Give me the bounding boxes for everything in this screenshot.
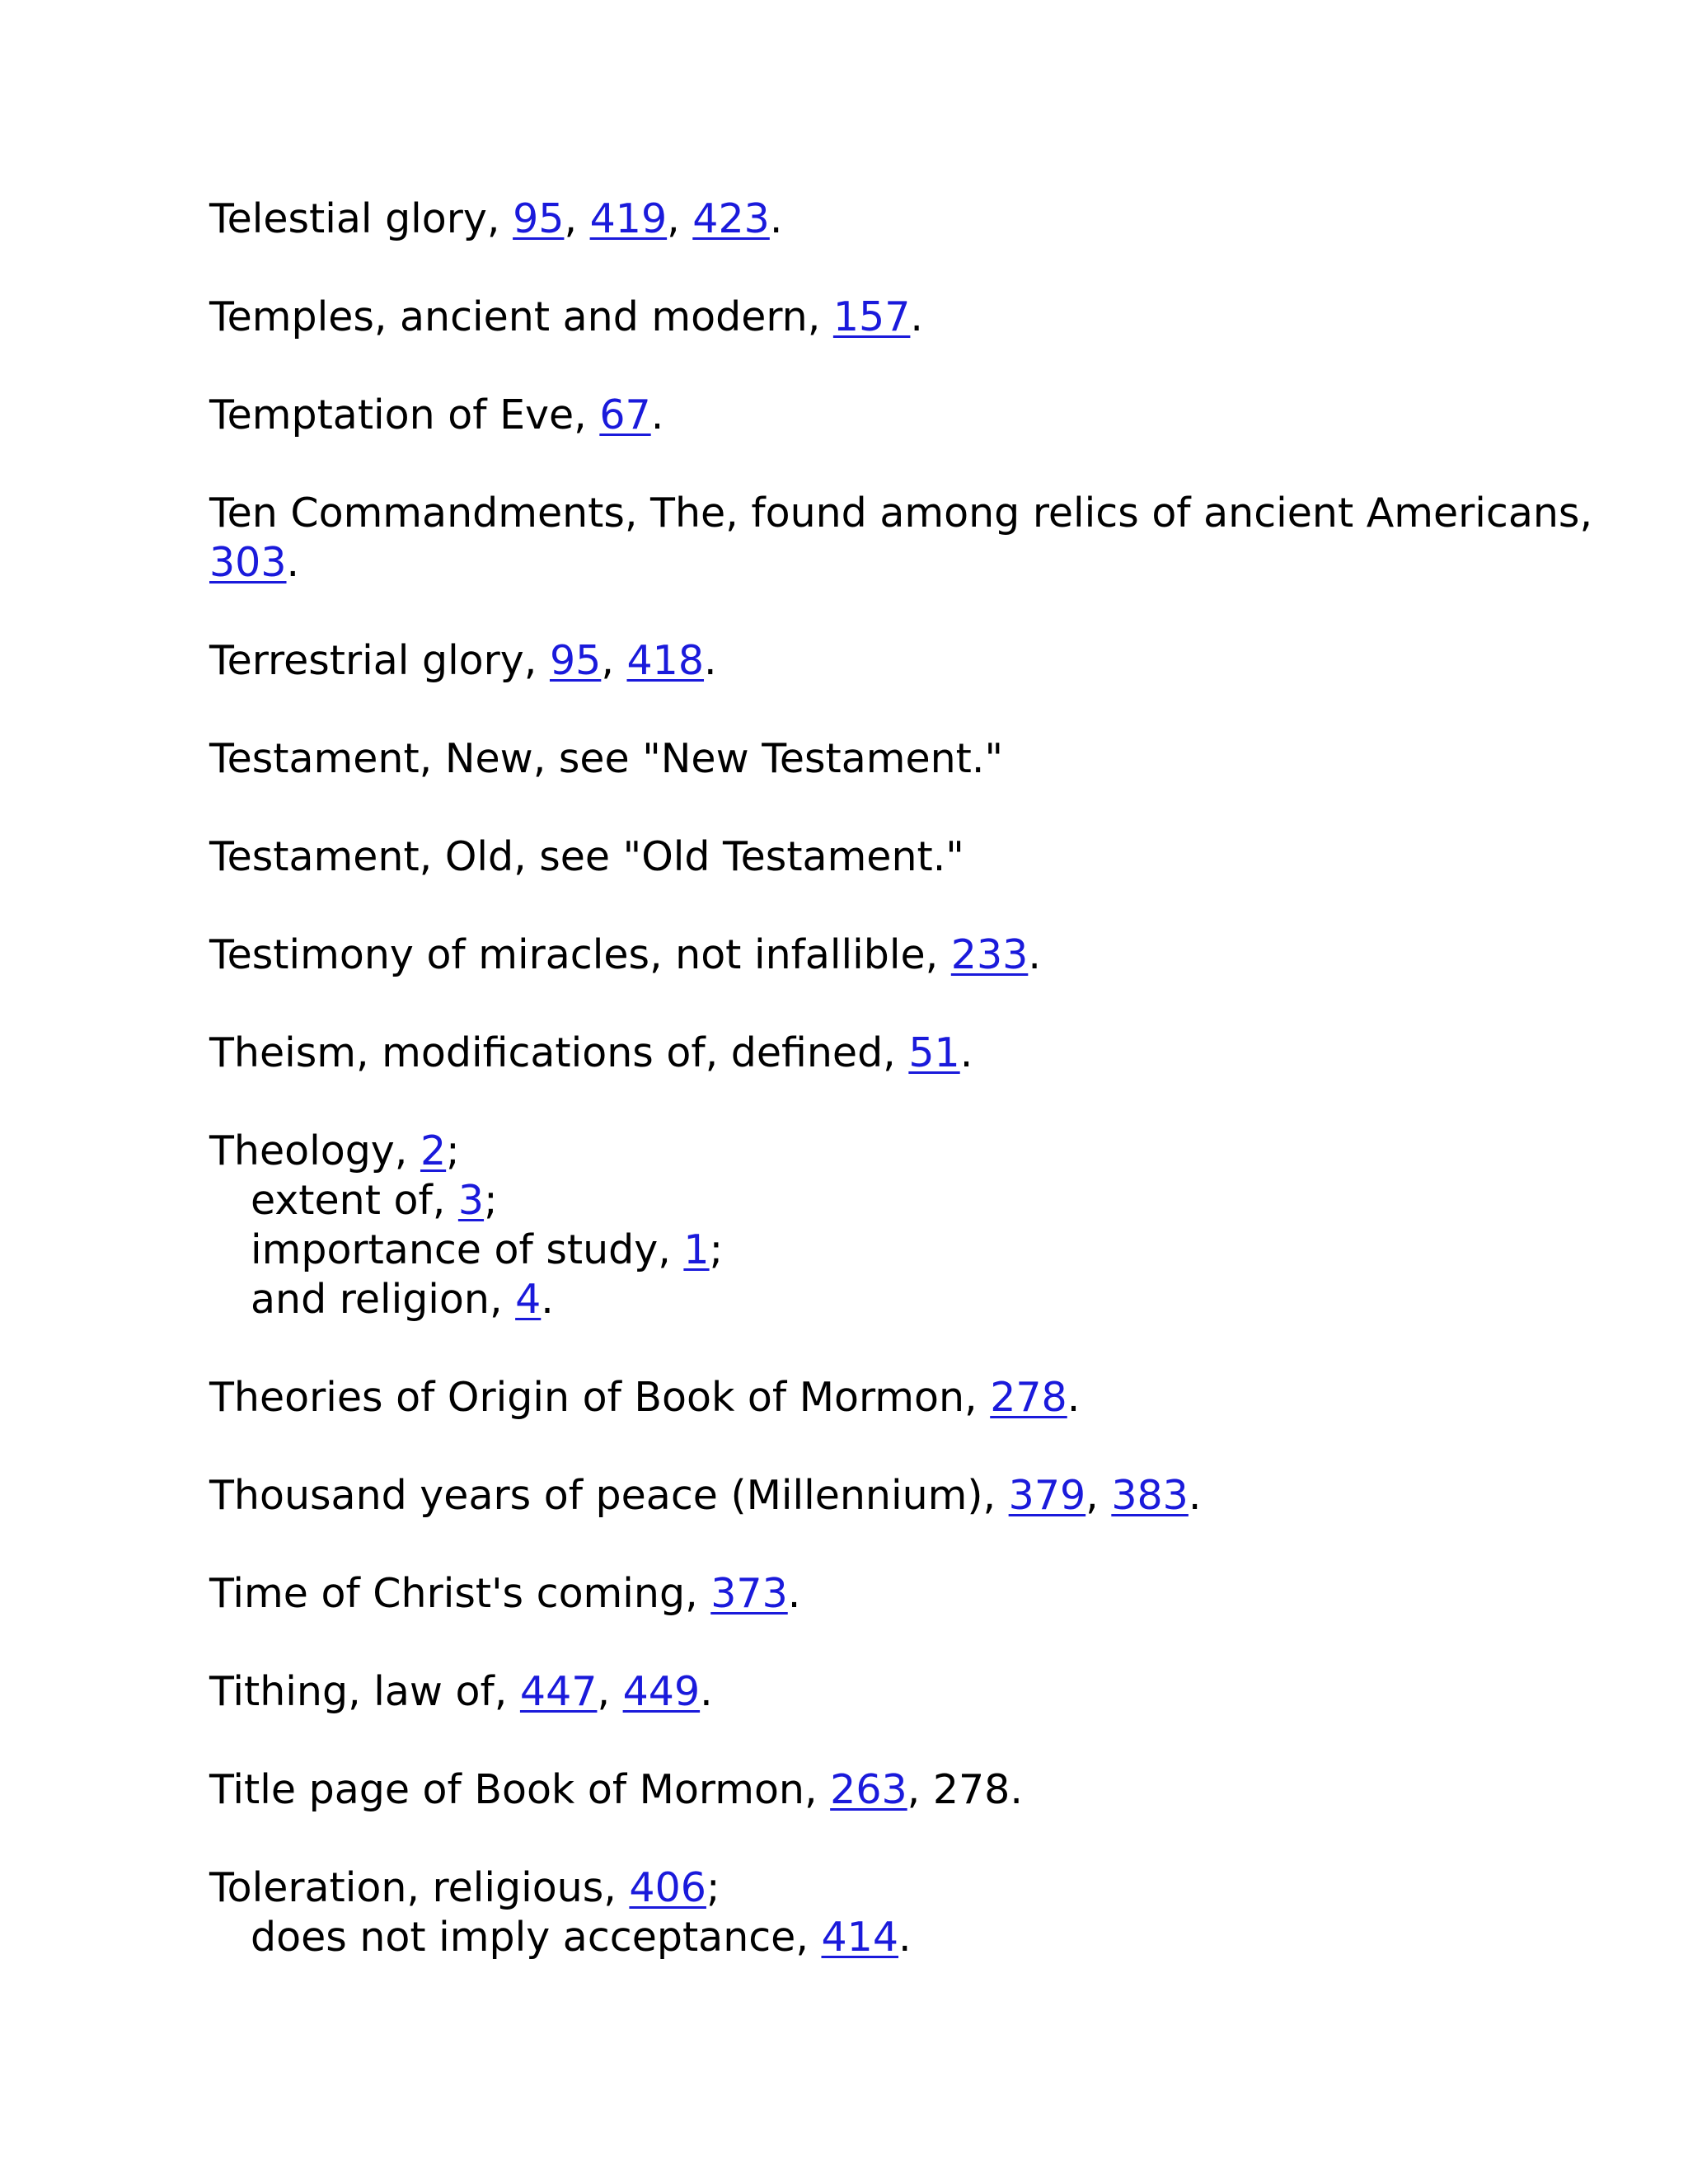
entry-text: . bbox=[1028, 931, 1041, 978]
index-entry-theism bbox=[209, 1029, 1495, 1078]
index-entry-line bbox=[209, 293, 1495, 342]
page-link[interactable]: 379 bbox=[1008, 1472, 1086, 1519]
entry-text: . bbox=[959, 1029, 973, 1076]
index-entry-line bbox=[209, 391, 1495, 440]
index-subentry-line bbox=[209, 1913, 1495, 1962]
entry-text: Testament, New, see "New Testament." bbox=[209, 735, 1004, 782]
page-link[interactable]: 278 bbox=[990, 1374, 1067, 1421]
index-subentry-line bbox=[209, 1226, 1495, 1275]
entry-text: ; bbox=[709, 1226, 724, 1273]
index-entry-line bbox=[209, 1127, 1495, 1176]
page-link[interactable]: 373 bbox=[710, 1570, 788, 1617]
index-entry-line bbox=[209, 1471, 1495, 1521]
index-entry-line bbox=[209, 930, 1495, 980]
index-entry-telestial-glory bbox=[209, 194, 1495, 244]
entry-text: . bbox=[910, 293, 923, 340]
entry-text: Ten Commandments, The, found among relics of ancient Americans, bbox=[209, 490, 1593, 537]
page-link[interactable]: 419 bbox=[589, 195, 668, 242]
page-link[interactable]: 414 bbox=[821, 1914, 899, 1961]
entry-text: Temples, ancient and modern, bbox=[209, 293, 833, 340]
page-link[interactable]: 233 bbox=[950, 931, 1029, 978]
index-entry-thousand-years bbox=[209, 1471, 1495, 1521]
entry-text: Tithing, law of, bbox=[209, 1668, 520, 1715]
entry-text: . bbox=[700, 1668, 713, 1715]
entry-text: , bbox=[667, 195, 693, 242]
entry-text: extent of, bbox=[251, 1177, 458, 1224]
entry-text: Testimony of miracles, not infallible, bbox=[209, 931, 951, 978]
index-entry-line bbox=[209, 636, 1495, 686]
index-entry-terrestrial-glory bbox=[209, 636, 1495, 686]
entry-text: , bbox=[597, 1668, 623, 1715]
page-link[interactable]: 418 bbox=[626, 637, 705, 684]
entry-text: . bbox=[1067, 1374, 1081, 1421]
entry-text: Toleration, religious, bbox=[209, 1864, 630, 1911]
index-entry-line bbox=[209, 1863, 1495, 1913]
index-page bbox=[209, 194, 1593, 2011]
index-entry-line bbox=[209, 734, 1495, 784]
index-entry-theology bbox=[209, 1127, 1495, 1324]
entry-text: Theories of Origin of Book of Mormon, bbox=[209, 1374, 991, 1421]
index-entry-line bbox=[209, 1569, 1495, 1619]
index-entry-line bbox=[209, 1373, 1495, 1422]
index-entry-line bbox=[209, 1029, 1495, 1078]
entry-text: . bbox=[769, 195, 783, 242]
index-entry-time-of-christs-coming bbox=[209, 1569, 1495, 1619]
page-link[interactable]: 3 bbox=[457, 1177, 485, 1224]
entry-text: ; bbox=[446, 1127, 460, 1174]
page-link[interactable]: 406 bbox=[629, 1864, 706, 1911]
index-subentry-line bbox=[209, 1275, 1495, 1324]
index-entry-line bbox=[209, 194, 1495, 244]
index-entry-temptation-of-eve bbox=[209, 391, 1495, 440]
entry-text: Testament, Old, see "Old Testament." bbox=[209, 833, 964, 880]
page-link[interactable]: 2 bbox=[420, 1127, 447, 1174]
entry-text: . bbox=[650, 391, 664, 438]
index-entry-line bbox=[209, 489, 1593, 538]
page-link[interactable]: 263 bbox=[830, 1766, 907, 1813]
index-entry-line bbox=[209, 832, 1495, 882]
page-link[interactable]: 1 bbox=[683, 1226, 710, 1273]
entry-text: importance of study, bbox=[251, 1226, 684, 1273]
entry-text: Temptation of Eve, bbox=[209, 391, 600, 438]
index-entry-tithing bbox=[209, 1667, 1495, 1717]
entry-text: . bbox=[1188, 1472, 1202, 1519]
index-entry-line bbox=[209, 1765, 1495, 1815]
page-link[interactable]: 95 bbox=[513, 195, 565, 242]
entry-text: , 278. bbox=[907, 1766, 1023, 1813]
page-link[interactable]: 67 bbox=[599, 391, 651, 438]
entry-text: . bbox=[541, 1276, 554, 1323]
index-entry-title-page bbox=[209, 1765, 1495, 1815]
entry-text: Title page of Book of Mormon, bbox=[209, 1766, 831, 1813]
page-link[interactable]: 383 bbox=[1111, 1472, 1189, 1519]
entry-text: and religion, bbox=[251, 1276, 516, 1323]
page-link[interactable]: 51 bbox=[908, 1029, 960, 1076]
page-link[interactable]: 423 bbox=[692, 195, 770, 242]
page-link[interactable]: 447 bbox=[519, 1668, 598, 1715]
entry-text: Time of Christ's coming, bbox=[209, 1570, 711, 1617]
page-link[interactable]: 449 bbox=[622, 1668, 701, 1715]
page-link[interactable]: 303 bbox=[209, 539, 287, 586]
index-subentry-line bbox=[209, 1176, 1495, 1226]
entry-text: ; bbox=[484, 1177, 498, 1224]
entry-text: Theology, bbox=[209, 1127, 420, 1174]
index-entry-line bbox=[209, 1667, 1495, 1717]
entry-text: . bbox=[787, 1570, 801, 1617]
entry-text: . bbox=[898, 1914, 912, 1961]
index-entry-line bbox=[209, 538, 1495, 588]
entry-text: Terrestrial glory, bbox=[209, 637, 550, 684]
entry-text: ; bbox=[706, 1864, 720, 1911]
entry-text: Theism, modifications of, defined, bbox=[209, 1029, 909, 1076]
entry-text: Telestial glory, bbox=[209, 195, 513, 242]
page-link[interactable]: 95 bbox=[549, 637, 602, 684]
entry-text: . bbox=[286, 539, 300, 586]
index-entry-testament-old bbox=[209, 832, 1495, 882]
index-entry-testimony-of-miracles bbox=[209, 930, 1495, 980]
index-entry-temples bbox=[209, 293, 1495, 342]
index-entry-toleration bbox=[209, 1863, 1495, 1962]
entry-text: , bbox=[564, 195, 590, 242]
index-entry-theories-of-origin bbox=[209, 1373, 1495, 1422]
index-entry-ten-commandments bbox=[209, 489, 1593, 588]
entry-text: Thousand years of peace (Millennium), bbox=[209, 1472, 1009, 1519]
page-link[interactable]: 4 bbox=[515, 1276, 542, 1323]
entry-text: . bbox=[704, 637, 717, 684]
index-entry-testament-new bbox=[209, 734, 1495, 784]
entry-text: does not imply acceptance, bbox=[251, 1914, 822, 1961]
page-link[interactable]: 157 bbox=[832, 293, 911, 340]
entry-text: , bbox=[1085, 1472, 1112, 1519]
entry-text: , bbox=[601, 637, 627, 684]
